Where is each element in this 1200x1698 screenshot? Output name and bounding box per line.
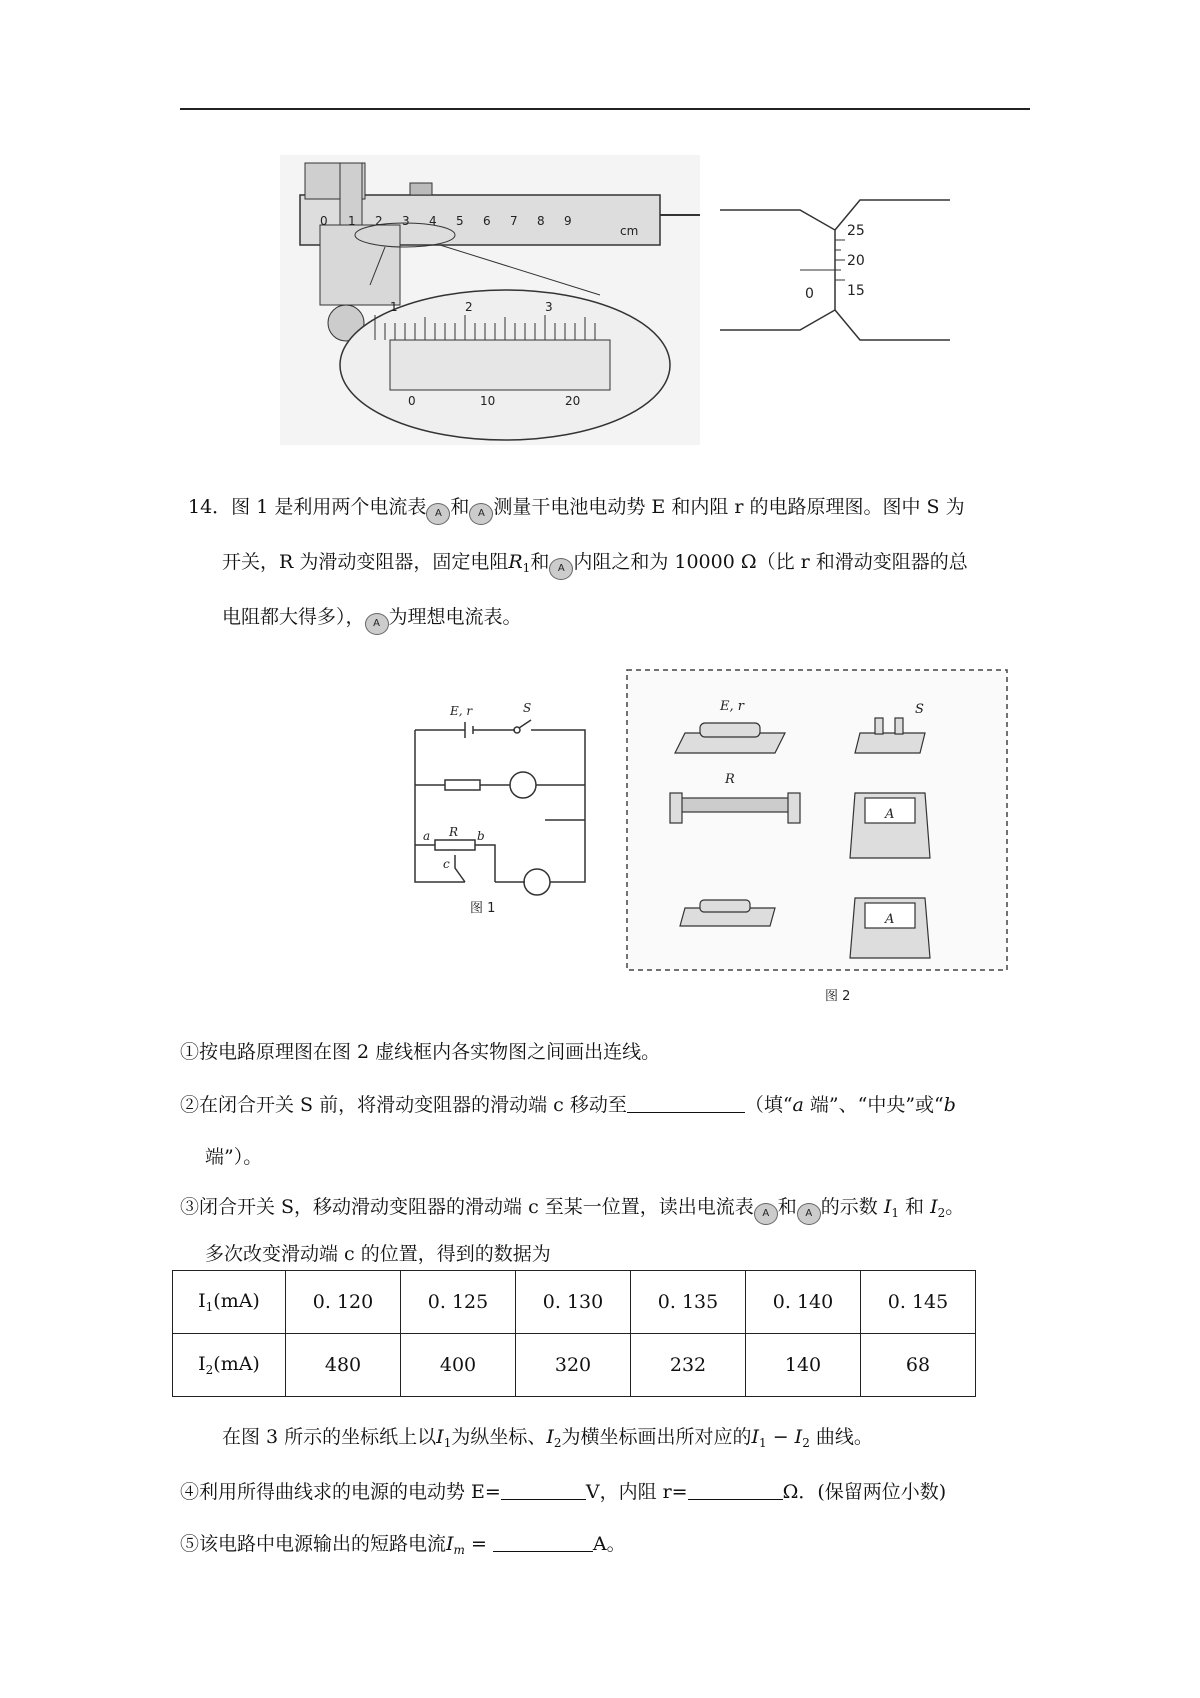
caliper-scale-3: 3 (402, 214, 410, 228)
table-header-i2: $I_2(mA)$ (173, 1334, 286, 1397)
fig2-label-er: E, r (720, 699, 744, 714)
caliper-scale-5: 5 (456, 214, 464, 228)
header-rule (180, 108, 1030, 110)
q14-line2-a: 开关，R 为滑动变阻器，固定电阻 (222, 551, 509, 573)
i2-symbol: I (930, 1196, 938, 1218)
im-sub: m (453, 1543, 465, 1557)
step-5 (180, 1532, 626, 1562)
table-cell: 0. 130 (516, 1271, 631, 1334)
step-2-line2: 端”）。 (205, 1146, 263, 1168)
step-2-b-italic: b (943, 1094, 956, 1116)
q14-line1-a: 14．图 1 是利用两个电流表 (188, 496, 427, 518)
step-1: ①按电路原理图在图 2 虚线框内各实物图之间画出连线。 (180, 1041, 661, 1063)
fig1-label-c: c (443, 857, 450, 871)
table-cell: 232 (631, 1334, 746, 1397)
fig2-label-s: S (915, 702, 924, 717)
thimble-15: 15 (847, 283, 865, 299)
sleeve-0: 0 (805, 286, 814, 302)
ammeter-a2-icon: A (365, 613, 389, 635)
q14-line2-b: 和 (530, 551, 550, 573)
q14-line3 (222, 605, 522, 635)
caliper-scale-7: 7 (510, 214, 518, 228)
step-2-blank[interactable] (627, 1094, 745, 1113)
i1-symbol: I (883, 1196, 892, 1218)
zoom-vernier-10: 10 (480, 394, 496, 408)
fig1-label-b: b (477, 829, 485, 843)
caliper-unit: cm (620, 224, 639, 238)
step-3-b: 的示数 (820, 1196, 878, 1218)
table-cell: 68 (861, 1334, 976, 1397)
emf-blank[interactable] (501, 1481, 586, 1500)
thimble-20: 20 (847, 253, 865, 269)
step-2-a: ②在闭合开关 S 前，将滑动变阻器的滑动端 c 移动至 (180, 1094, 627, 1116)
fig1-label-er: E, r (450, 704, 473, 718)
step-2 (180, 1093, 956, 1117)
table-cell: 140 (746, 1334, 861, 1397)
step-2-c: 端”、“中央”或“ (803, 1094, 944, 1116)
table-header-i1: $I_1(mA)$ (173, 1271, 286, 1334)
table-cell: 320 (516, 1334, 631, 1397)
fig2-label-a1: A (885, 912, 895, 927)
fig2-caption: 图 2 (825, 989, 851, 1004)
step-2-b: （填“ (744, 1094, 793, 1116)
step-5-a: ⑤该电路中电源输出的短路电流 (180, 1533, 447, 1555)
caliper-scale-4: 4 (429, 214, 437, 228)
fig1-caption: 图 1 (470, 901, 496, 916)
fig2-label-r: R (725, 772, 735, 787)
zoom-vernier-20: 20 (565, 394, 581, 408)
q14-line1 (188, 495, 965, 525)
zoom-vernier-0: 0 (408, 394, 416, 408)
caliper-scale-2: 2 (375, 214, 383, 228)
ammeter-a2-icon: A (469, 503, 493, 525)
figure-1-circuit (405, 700, 605, 920)
q14-line3-b: 为理想电流表。 (388, 606, 522, 628)
fig1-label-s: S (523, 701, 532, 715)
fig1-label-r: R (449, 825, 459, 839)
q14-line3-a: 电阻都大得多）， (222, 606, 365, 628)
table-cell: 480 (286, 1334, 401, 1397)
step-4-b: V，内阻 r= (585, 1481, 688, 1503)
q14-line2-c: 内阻之和为 10000 Ω（比 r 和滑动变阻器的总 (573, 551, 968, 573)
caliper-scale-9: 9 (564, 214, 572, 228)
step-3 (180, 1195, 964, 1225)
step-2-a-italic: a (792, 1094, 804, 1116)
zoom-main-2: 2 (465, 300, 473, 314)
table-cell: 400 (401, 1334, 516, 1397)
table-cell: 0. 120 (286, 1271, 401, 1334)
step-3-line3: 在图 3 所示的坐标纸上以$I_1$为纵坐标、$I_2$为横坐标画出所对应的$I_1 - I_2$ 曲线。 (222, 1426, 873, 1450)
step-5-b: A。 (592, 1533, 626, 1555)
thimble-25: 25 (847, 223, 865, 239)
step-3-end: 。 (945, 1196, 965, 1218)
ammeter-a1-icon: A (754, 1203, 778, 1225)
caliper-scale-6: 6 (483, 214, 491, 228)
step-4-a: ④利用所得曲线求的电源的电动势 E= (180, 1481, 501, 1503)
fig2-label-a2: A (885, 807, 895, 822)
q14-line1-b: 和 (450, 496, 470, 518)
micrometer-figure (720, 190, 950, 350)
step-3-line2: 多次改变滑动端 c 的位置，得到的数据为 (205, 1243, 551, 1265)
table-row (173, 1271, 976, 1334)
data-table (172, 1270, 976, 1397)
q14-line1-c: 测量干电池电动势 E 和内阻 r 的电路原理图。图中 S 为 (493, 496, 965, 518)
caliper-scale-0: 0 (320, 214, 328, 228)
table-row (173, 1334, 976, 1397)
figure-2-components (625, 668, 1010, 1008)
ammeter-a2-icon: A (797, 1203, 821, 1225)
step-3-a: ③闭合开关 S，移动滑动变阻器的滑动端 c 至某一位置，读出电流表 (180, 1196, 754, 1218)
fig1-label-a: a (423, 829, 431, 843)
vernier-caliper-figure (280, 155, 700, 445)
im-symbol: I (446, 1533, 454, 1555)
table-cell: 0. 135 (631, 1271, 746, 1334)
ammeter-a1-icon: A (549, 558, 573, 580)
short-current-blank[interactable] (493, 1533, 593, 1552)
ammeter-a1-icon: A (426, 503, 450, 525)
table-cell: 0. 145 (861, 1271, 976, 1334)
i1-sub: 1 (891, 1206, 900, 1220)
resistance-blank[interactable] (688, 1481, 783, 1500)
table-cell: 0. 140 (746, 1271, 861, 1334)
table-cell: 0. 125 (401, 1271, 516, 1334)
step-3-and: 和 (777, 1196, 797, 1218)
step-5-eq: = (464, 1533, 493, 1555)
r1-symbol: R (508, 551, 523, 573)
r1-sub: 1 (522, 561, 531, 575)
caliper-scale-8: 8 (537, 214, 545, 228)
step-4-c: Ω．(保留两位小数) (782, 1481, 947, 1503)
zoom-main-1: 1 (390, 300, 398, 314)
caliper-scale-1: 1 (348, 214, 356, 228)
step-4 (180, 1480, 946, 1504)
q14-line2 (222, 550, 968, 580)
zoom-main-3: 3 (545, 300, 553, 314)
i2-sub: 2 (937, 1206, 946, 1220)
step-3-and2: 和 (899, 1196, 931, 1218)
